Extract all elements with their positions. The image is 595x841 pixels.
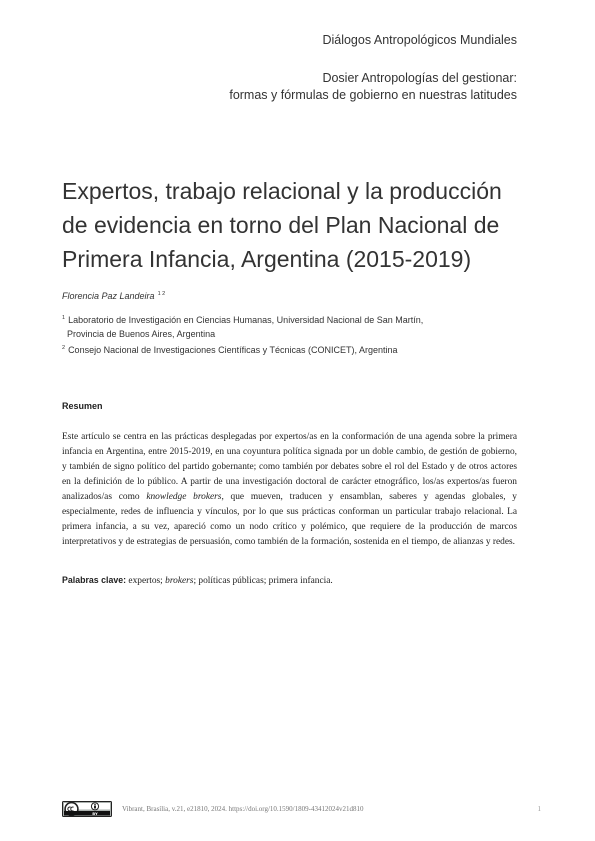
keywords-label: Palabras clave: — [62, 575, 127, 585]
page-number: 1 — [537, 805, 541, 813]
affiliations — [62, 311, 542, 357]
affiliation-1 — [62, 311, 542, 341]
dossier-line-2: formas y fórmulas de gobierno en nuestras latitudes — [229, 88, 517, 102]
title-line-1: Expertos, trabajo relacional y la producción — [62, 178, 502, 204]
affiliation-1-line-1: Laboratorio de Investigación en Ciencias Humanas, Universidad Nacional de San Martín, — [68, 315, 424, 325]
author-line — [62, 291, 165, 301]
keywords-part-2: ; políticas públicas; primera infancia. — [193, 576, 333, 586]
affiliation-2-number: 2 — [62, 345, 66, 351]
abstract-heading: Resumen — [62, 401, 103, 411]
author-name: Florencia Paz Landeira — [62, 291, 155, 301]
abstract-text-part-2: , que mueven, traducen y ensamblan, saberes y agendas globales, y especialmente, redes de influencia y vínculos, por lo que sus prácticas conforman un particular trabajo relacional. La primera infancia, a su vez, apareció como un nodo crítico y polémico, que requiere de la producción de marcos interpretativos y de estrategias de persuasión, como también de la formación, sostenida en el tiempo, de alianzas y redes. — [62, 492, 517, 547]
dossier-line-1: Dosier Antropologías del gestionar: — [322, 71, 517, 85]
title-line-2: de evidencia en torno del Plan Nacional de — [62, 212, 500, 238]
affiliation-1-number: 1 — [62, 315, 66, 321]
affiliation-1-line-2: Provincia de Buenos Aires, Argentina — [67, 329, 216, 339]
abstract-text — [62, 430, 517, 550]
author-affiliation-marks: 1 2 — [157, 291, 166, 297]
affiliation-2-line-1: Consejo Nacional de Investigaciones Científicas y Técnicas (CONICET), Argentina — [68, 345, 398, 355]
footer-citation: Vibrant, Brasília, v.21, e21810, 2024. https://doi.org/10.1590/1809-43412024v21d810 — [122, 805, 364, 813]
title-line-3: Primera Infancia, Argentina (2015-2019) — [62, 246, 472, 272]
cc-license-label: BY — [92, 810, 98, 816]
dossier-title — [229, 70, 517, 104]
journal-name: Diálogos Antropológicos Mundiales — [322, 33, 517, 47]
cc-license-icon[interactable] — [62, 801, 112, 817]
abstract-text-emphasis: knowledge brokers — [146, 492, 222, 502]
keywords-emphasis: brokers — [165, 576, 194, 586]
keywords — [62, 573, 517, 589]
abstract-text-part-1: Este artículo se centra en las prácticas desplegadas por expertos/as en la conformación de una agenda sobre la primera infancia en Argentina, entre 2015-2019, en una coyuntura política signada por un doble cambio, de gestión de gobierno, y también de signo político del partido gobernante; como también por debates sobre el rol del Estado y de otros actores en la definición de lo público. A partir de una investigación doctoral de carácter etnográfico, los/as expertos/as fueron analizados/as como — [62, 432, 517, 502]
affiliation-2 — [62, 341, 542, 357]
article-title — [62, 174, 542, 276]
keywords-part-1: expertos; — [126, 576, 166, 586]
